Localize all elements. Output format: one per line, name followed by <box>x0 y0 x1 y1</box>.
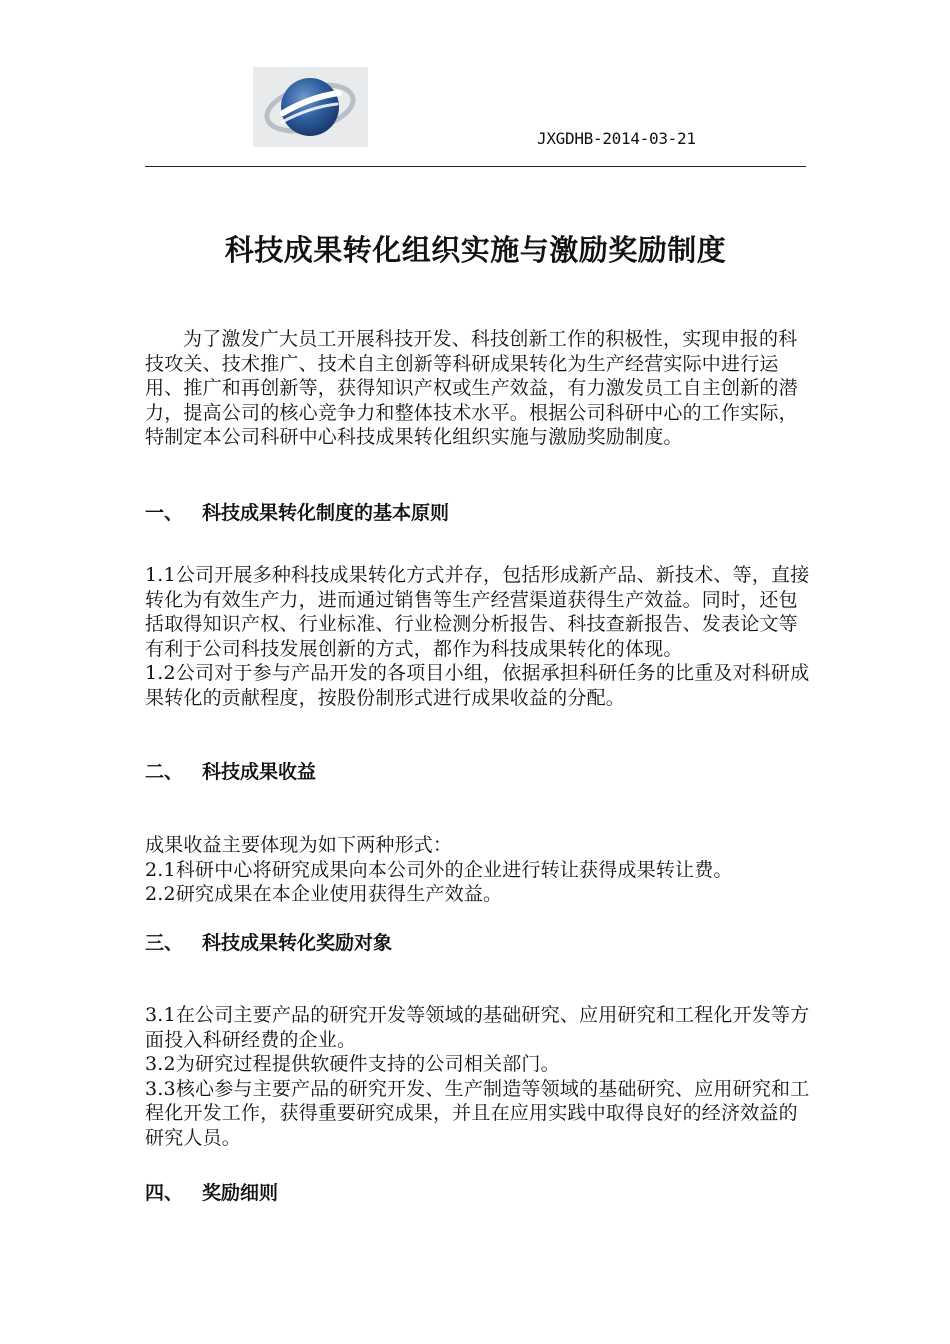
section-heading-4 <box>145 1180 278 1206</box>
section-paragraph: 1.1公司开展多种科技成果转化方式并存，包括形成新产品、新技术、等，直接转化为有效生产力，进而通过销售等生产经营渠道获得生产效益。同时，还包括取得知识产权、行业标准、行业检测分析报告、科技查新报告、发表论文等有利于公司科技发展创新的方式，都作为科技成果转化的体现。 <box>145 564 810 660</box>
section-paragraph: 2.1科研中心将研究成果向本公司外的企业进行转让获得成果转让费。 <box>145 858 733 881</box>
section-title: 科技成果转化奖励对象 <box>202 932 393 954</box>
section-heading-2 <box>145 759 316 785</box>
section-paragraph: 3.3核心参与主要产品的研究开发、生产制造等领域的基础研究、应用研究和工程化开发工作，获得重要研究成果，并且在应用实践中取得良好的经济效益的研究人员。 <box>145 1077 810 1149</box>
section-number: 一、 <box>145 502 184 524</box>
globe-ring-logo-icon <box>253 67 368 147</box>
section-2-body <box>145 833 810 907</box>
header-divider <box>145 166 806 167</box>
section-paragraph: 1.2公司对于参与产品开发的各项目小组，依据承担科研任务的比重及对科研成果转化的贡献程度，按股份制形式进行成果收益的分配。 <box>145 662 810 709</box>
section-number: 四、 <box>145 1182 184 1204</box>
intro-paragraph: 为了激发广大员工开展科技开发、科技创新工作的积极性，实现申报的科技攻关、技术推广、技术自主创新等科研成果转化为生产经营实际中进行运用、推广和再创新等，获得知识产权或生产效益，有力激发员工自主创新的潜力，提高公司的核心竞争力和整体技术水平。根据公司科研中心的工作实际，特制定本公司科研中心科技成果转化组织实施与激励奖励制度。 <box>145 328 798 448</box>
section-heading-1 <box>145 500 449 526</box>
company-logo <box>253 67 368 147</box>
section-paragraph: 2.2研究成果在本企业使用获得生产效益。 <box>145 883 503 905</box>
document-title: 科技成果转化组织实施与激励奖励制度 <box>224 233 727 267</box>
section-number: 二、 <box>145 761 184 783</box>
document-code: JXGDHB-2014-03-21 <box>537 129 696 148</box>
section-paragraph: 3.1在公司主要产品的研究开发等领域的基础研究、应用研究和工程化开发等方面投入科研经费的企业。 <box>145 1004 810 1051</box>
section-1-body <box>145 563 810 710</box>
intro-block <box>145 327 810 450</box>
section-3-body <box>145 1003 810 1150</box>
section-title: 奖励细则 <box>202 1182 279 1204</box>
section-heading-3 <box>145 930 392 956</box>
section-paragraph: 3.2为研究过程提供软硬件支持的公司相关部门。 <box>145 1053 560 1075</box>
section-title: 科技成果收益 <box>202 761 317 783</box>
section-title: 科技成果转化制度的基本原则 <box>202 502 450 524</box>
section-number: 三、 <box>145 932 184 954</box>
section-paragraph: 成果收益主要体现为如下两种形式： <box>145 834 453 856</box>
